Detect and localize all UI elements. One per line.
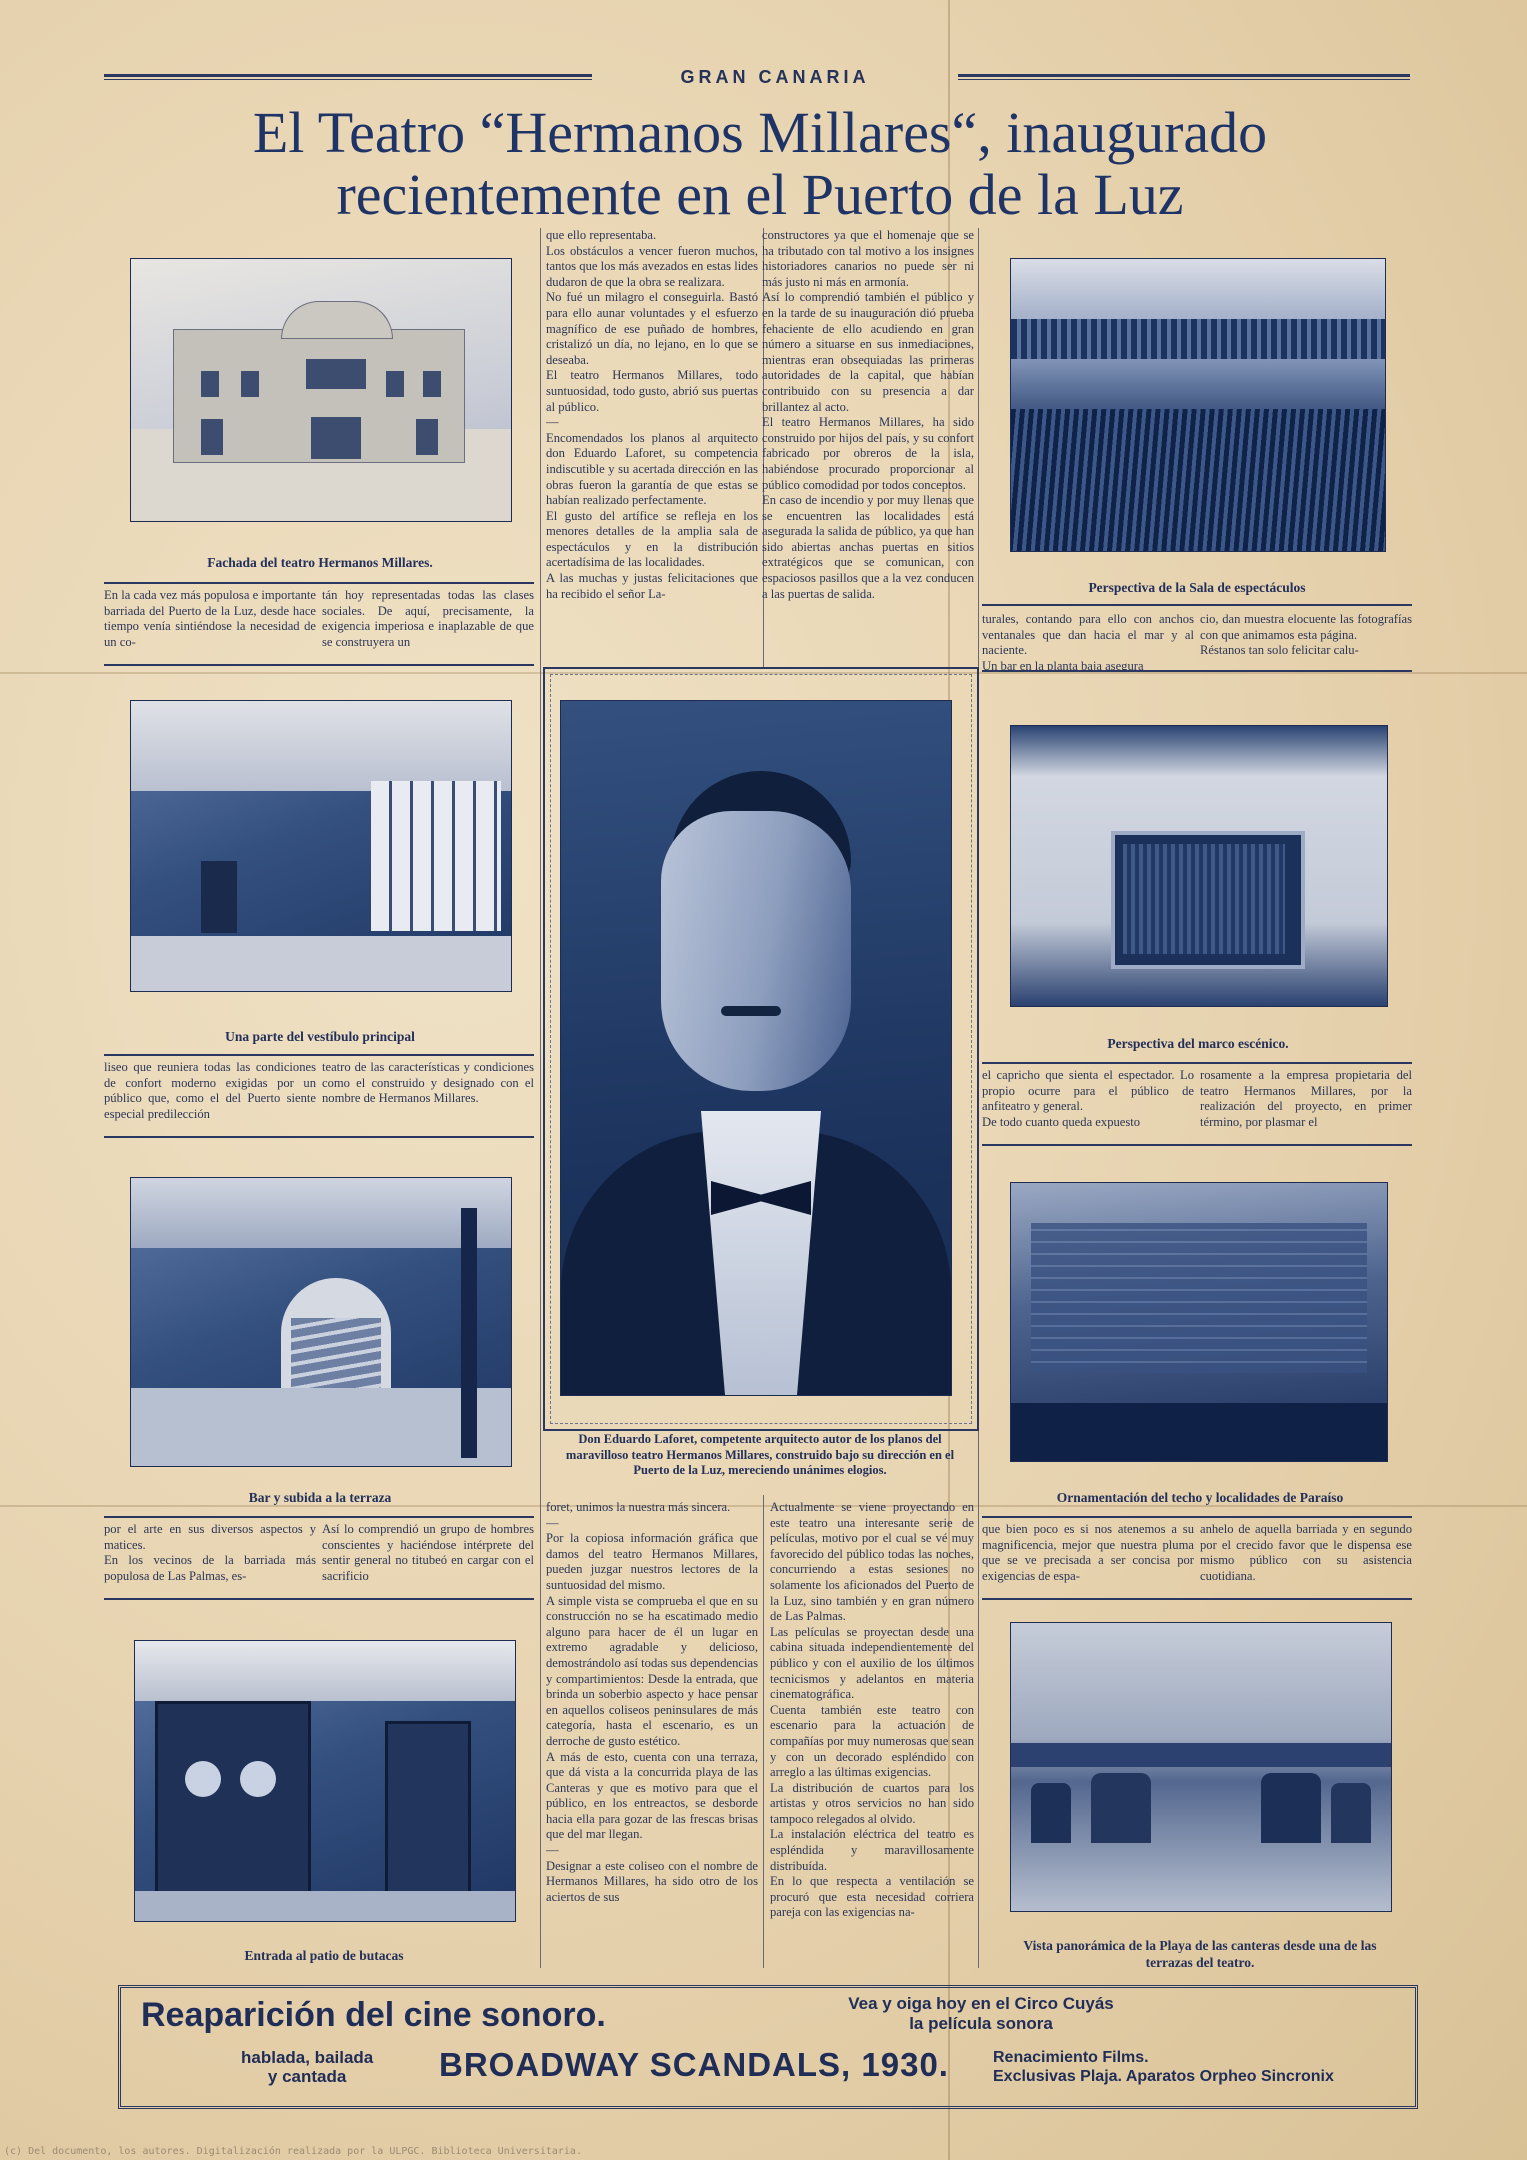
vestibule-photo (130, 700, 512, 992)
section-rule (982, 1062, 1412, 1064)
article-text-l1b: tán hoy representadas todas las clases sociales. De aquí, precisamente, la exigencia imperiosa e inaplazable de que se construyera un (322, 588, 534, 649)
section-rule (982, 604, 1412, 606)
section-rule (104, 1054, 534, 1056)
window-shape (241, 371, 259, 397)
caption-bar: Bar y subida a la terraza (248, 1490, 392, 1505)
column-rule (540, 228, 541, 1968)
panorama-photo (1010, 1622, 1392, 1912)
door-shape (385, 1721, 471, 1897)
headline-line-2: recientemente en el Puerto de la Luz (336, 162, 1184, 227)
balcony-seats-shape (1011, 319, 1385, 359)
article-text-r3a: que bien poco es si nos atenemos a su magnificencia, mejor que nuestra pluma que se ve precisada a ser concisa por exigencias de espa- (982, 1522, 1194, 1583)
double-door-shape (155, 1701, 311, 1907)
column-rule (763, 1495, 764, 1968)
section-header: GRAN CANARIA (680, 67, 870, 87)
stairs-shape (291, 1318, 381, 1388)
article-text-c4: foret, unimos la nuestra más sincera. — Por la copiosa información gráfica que damos del teatro Hermanos Millares, pueden juzgar nuestros lectores de la suntuosidad del mismo. A simple vista se comprueba el que en su construcción no se ha escatimado medio alguno para hacer de él un lugar en extremo agradable y delicioso, demostrándolo así todas sus dependencias y compartimientos: Desde la entrada, que brinda un soberbio aspecto y hace pensar en aquellos coliseos peninsulares de más categoría, hasta el escenario, es un derroche de gusto estético. A más de esto, cuenta con una terraza, que dá vista a la concurrida playa de las Canteras y que es motivo para que el público, en los entreactos, se desborde hacia ella para gozar de las frescas brisas que del mar llegan. — Designar a este coliseo con el nombre de Hermanos Millares, ha sido otro de los aciertos de sus (546, 1500, 758, 1904)
hall-photo (1010, 258, 1386, 552)
caption-facade: Fachada del teatro Hermanos Millares. (207, 555, 433, 570)
section-rule (104, 1598, 534, 1600)
ad-right-top: Vea y oiga hoy en el Circo Cuyás la película sonora (848, 1994, 1114, 2033)
section-rule (982, 1598, 1412, 1600)
chair-shape (1031, 1783, 1071, 1843)
chair-shape (1261, 1773, 1321, 1843)
stage-photo (1010, 725, 1388, 1007)
article-text-l2a: liseo que reuniera todas las condiciones de confort moderno exigidas por un público que, como el del Puerto siente especial predilección (104, 1060, 316, 1121)
floor-shape (131, 936, 511, 991)
door-shape (416, 419, 438, 455)
article-text-l1a: En la cada vez más populosa e importante barriada del Puerto de la Luz, desde hace tiempo venía sintiéndose la necesidad de un co- (104, 588, 316, 649)
header-rule-left (104, 74, 592, 80)
caption-hall: Perspectiva de la Sala de espectáculos (1088, 580, 1306, 595)
facade-photo (130, 258, 512, 522)
article-text-r2b: rosamente a la empresa propietaria del teatro Hermanos Millares, por la realización del proyecto, en primer término, por plasmar el (1200, 1068, 1412, 1129)
section-rule (104, 1516, 534, 1518)
article-text-c5: Actualmente se viene proyectando en este teatro una interesante serie de películas, motivo por el cual se vé muy favorecido del público todas las noches, concurriendo a estas sesiones no solamente los aficionados del Puerto de la Luz, sino también y en gran número de Las Palmas. Las películas se proyectan desde una cabina situada independientemente del público y con el auxilio de los últimos tecnicismos y adelantos en materia cinematográfica. Cuenta también este teatro con escenario para la actuación de compañías por muy numerosas que sean y con un decorado espléndido con arreglo a las últimas exigencias. La distribución de cuartos para los artistas y otros servicios no han sido tampoco relegados al olvido. La instalación eléctrica del teatro es espléndida y maravillosamente distribuída. En lo que respecta a ventilación se procuró que esta necesidad corriera pareja con las exigencias na- (770, 1500, 974, 1920)
ceiling-photo (1010, 1182, 1388, 1462)
ceiling-pattern-shape (1031, 1223, 1367, 1373)
ad-right-bottom: Renacimiento Films. Exclusivas Plaja. Aparatos Orpheo Sincronix (993, 2049, 1334, 2085)
section-rule (104, 582, 534, 584)
caption-stage: Perspectiva del marco escénico. (1107, 1036, 1289, 1051)
entrance-photo (134, 1640, 516, 1922)
bar-photo (130, 1177, 512, 1467)
digitization-credit: (c) Del documento, los autores. Digitalización realizada por la ULPGC. Biblioteca Universitaria. (4, 2146, 582, 2157)
ceiling-shape (131, 1178, 511, 1248)
coastline-shape (1011, 1743, 1391, 1767)
window-shape (201, 371, 219, 397)
face-shape (661, 811, 851, 1091)
gallery-shape (1011, 1403, 1387, 1461)
floor-shape (131, 1388, 511, 1466)
ceiling-shape (131, 701, 511, 791)
header-rule-right (958, 74, 1410, 80)
section-rule (104, 664, 534, 666)
floor-shape (135, 1891, 515, 1921)
porthole-shape (185, 1761, 221, 1797)
ad-film-title: BROADWAY SCANDALS, 1930. (439, 2046, 949, 2083)
section-rule (104, 1136, 534, 1138)
caption-entrance: Entrada al patio de butacas (244, 1948, 404, 1963)
caption-portrait: Don Eduardo Laforet, competente arquitecto autor de los planos del maravilloso teatro Hermanos Millares, construido bajo su dirección en el Puerto de la Luz, mereciendo unánimes elogios. (565, 1432, 955, 1478)
door-shape (201, 419, 223, 455)
ceiling-shape (135, 1641, 515, 1701)
section-rule (982, 1144, 1412, 1146)
window-grid-shape (371, 781, 501, 931)
article-text-c3: constructores ya que el homenaje que se ha tributado con tal motivo a los insignes historiadores canarios no puede ser ni más justo ni más en armonía. Así lo comprendió también el público y en la tarde de su inauguración dió prueba fehaciente de ello acudiendo en gran número a situarse en sus inmediaciones, mientras eran obsequiadas las primeras autoridades de la capital, que habían contribuido con su presencia a dar brillantez al acto. El teatro Hermanos Millares, ha sido construido por hijos del país, y su confort fabricado por obreros de la isla, habiéndose procurado proporcionar al público comodidad por todos conceptos. En caso de incendio y por muy llenas que se encuentren las localidades está asegurada la salida de público, ya que han sido abiertas anchas puertas en sitios extratégicos que se comunican, con espaciosos pasillos que a la vez conducen a las puertas de salida. (762, 228, 974, 601)
article-text-r1a: turales, contando para ello con anchos ventanales que dan hacia el mar y al naciente. Un bar en la planta baja asegura (982, 612, 1194, 672)
cinema-advertisement (118, 1985, 1418, 2109)
door-shape (311, 417, 361, 459)
chair-shape (1331, 1783, 1371, 1843)
ad-subtitle: hablada, bailada y cantada (241, 2048, 374, 2086)
article-text-l3b: Así lo comprendió un grupo de hombres conscientes y haciéndose intérprete del sentir general no titubeó en cargar con el sacrificio (322, 1522, 534, 1583)
column-shape (461, 1208, 477, 1458)
caption-ceiling: Ornamentación del techo y localidades de Paraíso (1056, 1490, 1344, 1505)
article-text-r3b: anhelo de aquella barriada y en segundo por el crecido favor que le dispensa ese mismo público con su asistencia cuotidiana. (1200, 1522, 1412, 1583)
window-shape (306, 359, 366, 389)
window-shape (423, 371, 441, 397)
chair-shape (1091, 1773, 1151, 1843)
section-rule (982, 670, 1412, 672)
moustache-shape (721, 1006, 781, 1016)
curtain-shape (1123, 844, 1285, 954)
article-text-c2: que ello representaba. Los obstáculos a vencer fueron muchos, tantos que los más avezados en estas lides dudaron de que la obra se realizara. No fué un milagro el conseguirla. Bastó para ello aunar voluntades y el esfuerzo magnífico de ese puñado de hombres, cristalizó un día, no lejano, en lo que se deseaba. El teatro Hermanos Millares, todo suntuosidad, todo gusto, abrió sus puertas al público. — Encomendados los planos al arquitecto don Eduardo Laforet, su competencia indiscutible y su acertada dirección en las obras fueron la garantía de que estas se habían realizado perfectamente. El gusto del artífice se refleja en los menores detalles de la amplia sala de espectáculos y en la distribución acertadísima de las localidades. A las muchas y justas felicitaciones que ha recibido el señor La- (546, 228, 758, 601)
window-shape (386, 371, 404, 397)
stalls-seats-shape (1011, 409, 1385, 551)
section-rule (982, 1516, 1412, 1518)
article-text-l2b: teatro de las características y condiciones como el construido y designado con el nombre de Hermanos Millares. (322, 1060, 534, 1106)
headline-line-1: El Teatro “Hermanos Millares“, inaugurado (252, 100, 1268, 165)
pediment-shape (281, 301, 393, 339)
door-shape (201, 861, 237, 933)
ad-headline: Reaparición del cine sonoro. (141, 1996, 606, 2034)
caption-vestibule: Una parte del vestíbulo principal (225, 1029, 415, 1044)
article-text-l3a: por el arte en sus diversos aspectos y matices. En los vecinos de la barriada más populosa de Las Palmas, es- (104, 1522, 316, 1583)
article-text-r1b: cio, dan muestra elocuente las fotografías con que animamos esta página. Réstanos tan solo felicitar calu- (1200, 612, 1412, 658)
article-text-r2a: el capricho que sienta el espectador. Lo propio ocurre para el público de anfiteatro y general. De todo cuanto queda expuesto (982, 1068, 1194, 1129)
porthole-shape (240, 1761, 276, 1797)
portrait-photo (560, 700, 952, 1396)
caption-panorama: Vista panorámica de la Playa de las canteras desde una de las terrazas del teatro. (1023, 1938, 1377, 1970)
